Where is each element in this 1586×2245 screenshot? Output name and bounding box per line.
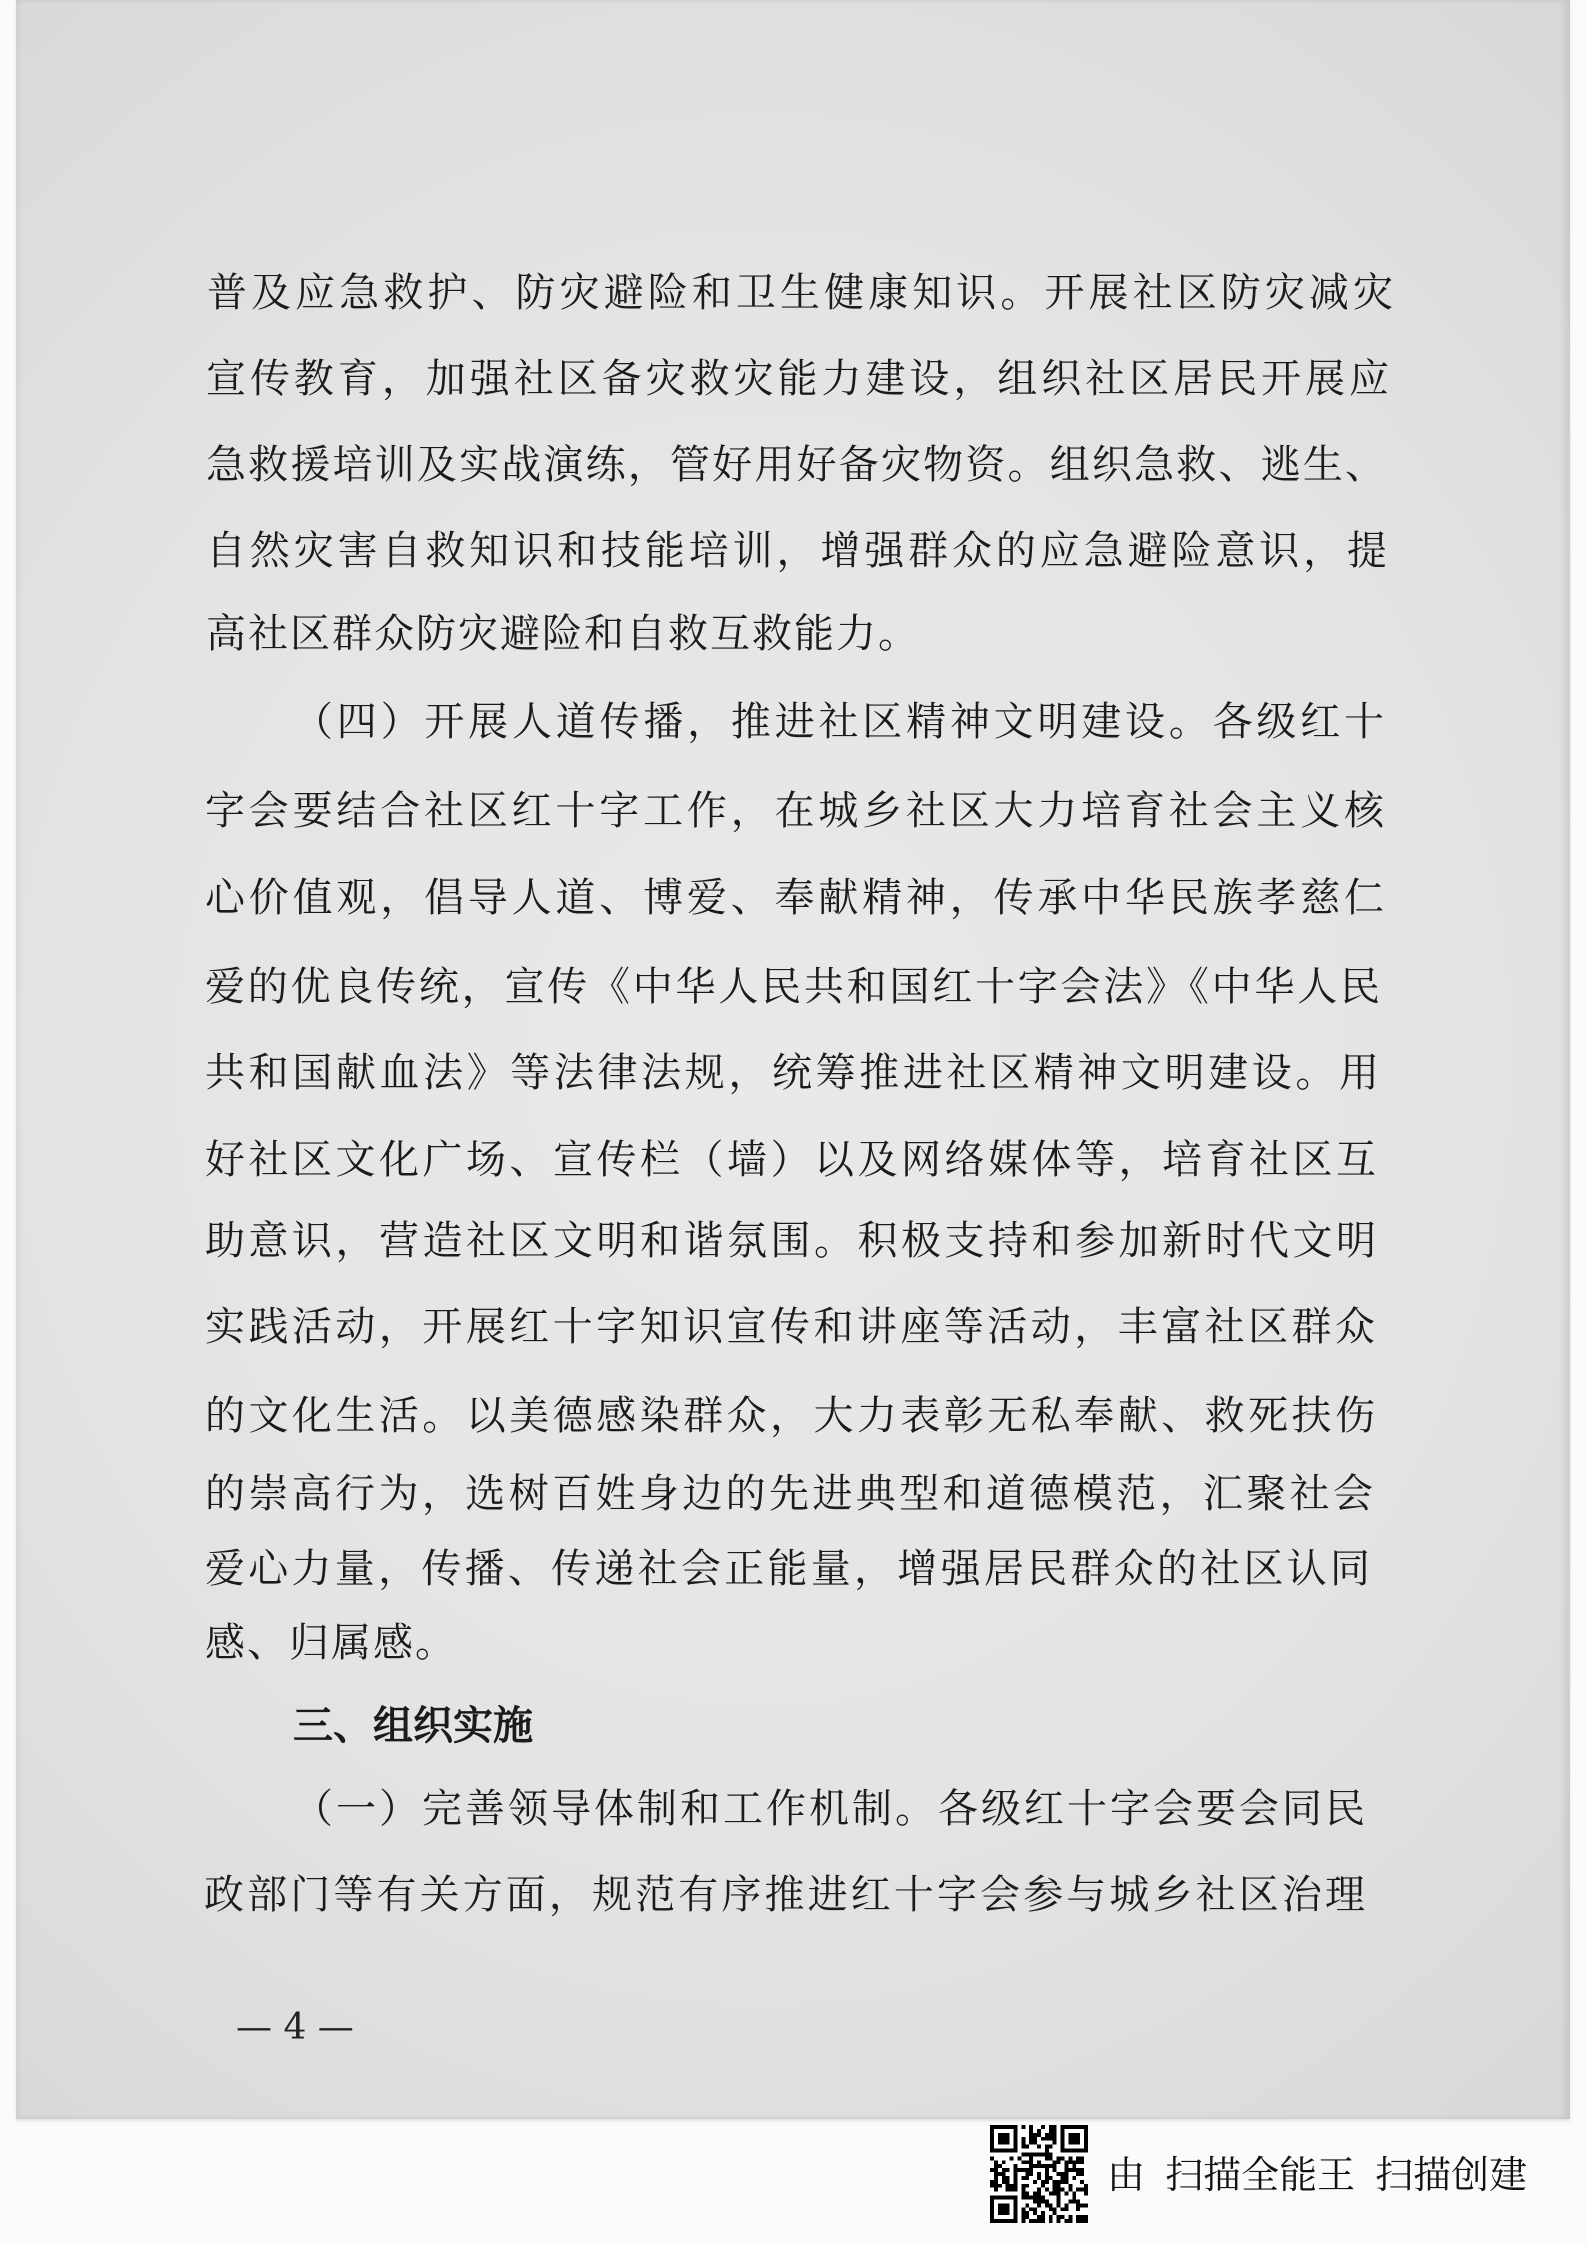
text-line: 急救援培训及实战演练，管好用好备灾物资。组织急救、逃生、 (206, 442, 1386, 488)
text-line: 的文化生活。以美德感染群众，大力表彰无私奉献、救死扶伤 (205, 1393, 1376, 1439)
text-line: 高社区群众防灾避险和自救互救能力。 (206, 611, 920, 657)
text-line: 字会要结合社区红十字工作，在城乡社区大力培育社会主义核 (205, 788, 1385, 834)
text-line: 助意识，营造社区文明和谐氛围。积极支持和参加新时代文明 (205, 1218, 1377, 1264)
text-line: 爱的优良传统，宣传《中华人民共和国红十字会法》《中华人民 (205, 964, 1381, 1010)
text-line: 的崇高行为，选树百姓身边的先进典型和道德模范，汇聚社会 (205, 1471, 1374, 1517)
section-heading: 三、组织实施 (293, 1703, 533, 1749)
text-line: 自然灾害自救知识和技能培训，增强群众的应急避险意识，提 (206, 528, 1388, 574)
text-line: 好社区文化广场、宣传栏（墙）以及网络媒体等，培育社区互 (205, 1137, 1377, 1183)
scan-credit-text: 由 扫描全能王 扫描创建 (1107, 2153, 1528, 2197)
text-line: 共和国献血法》等法律法规，统筹推进社区精神文明建设。用 (205, 1050, 1380, 1096)
text-line: 感、归属感。 (205, 1620, 457, 1666)
page-number: — 4 — (236, 2007, 354, 2048)
text-line: 普及应急救护、防灾避险和卫生健康知识。开展社区防灾减灾 (207, 270, 1394, 316)
text-line: 政部门等有关方面，规范有序推进红十字会参与城乡社区治理 (204, 1872, 1366, 1918)
text-line: 爱心力量，传播、传递社会正能量，增强居民群众的社区认同 (205, 1546, 1371, 1592)
qr-code-icon (990, 2125, 1088, 2223)
text-line: （四）开展人道传播，推进社区精神文明建设。各级红十 (293, 699, 1385, 745)
paper-sheet (16, 0, 1570, 2119)
text-line: （一）完善领导体制和工作机制。各级红十字会要会同民 (293, 1786, 1366, 1832)
text-line: 宣传教育，加强社区备灾救灾能力建设，组织社区居民开展应 (206, 356, 1390, 402)
text-line: 心价值观，倡导人道、博爱、奉献精神，传承中华民族孝慈仁 (205, 875, 1385, 921)
text-line: 实践活动，开展红十字知识宣传和讲座等活动，丰富社区群众 (205, 1304, 1376, 1350)
